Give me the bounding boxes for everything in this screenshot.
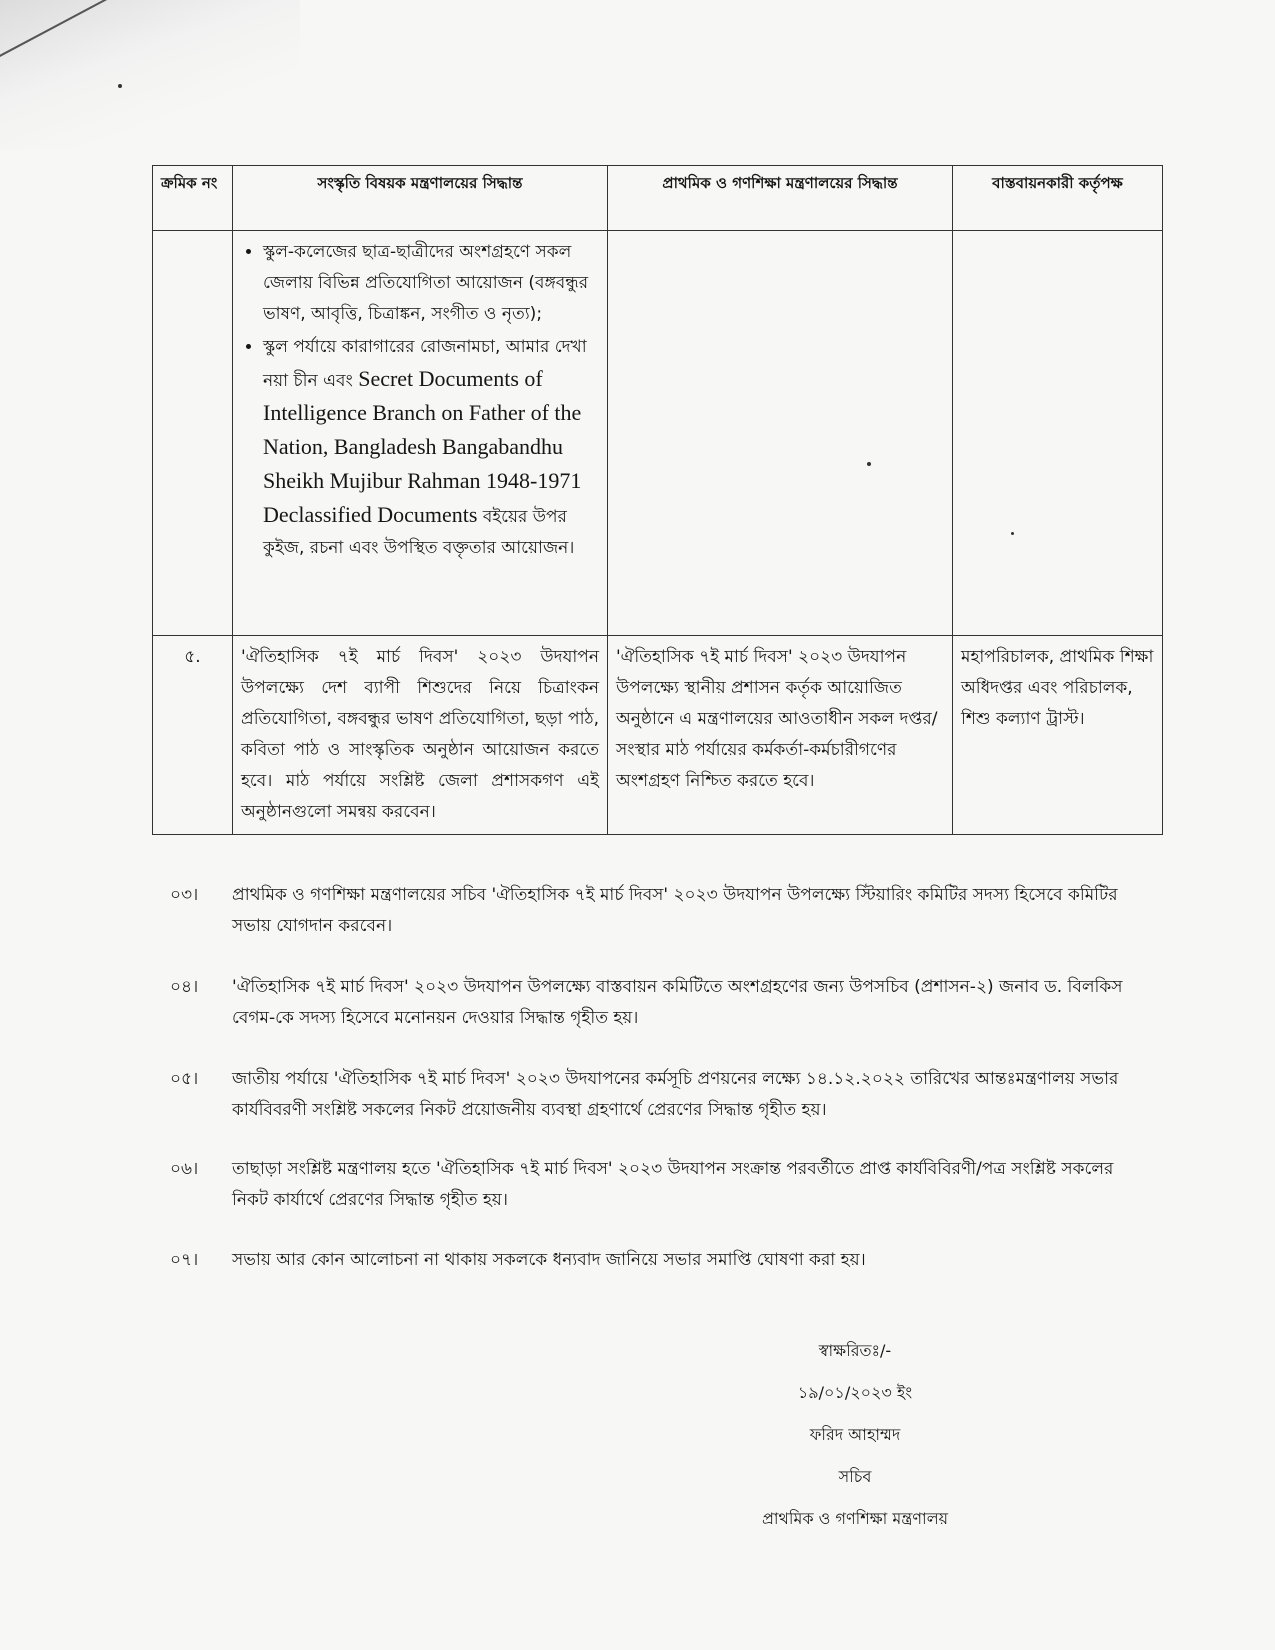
paragraph-04	[170, 972, 1150, 1034]
primary-decision-cell-empty	[608, 231, 953, 636]
implementer-cell-empty	[953, 231, 1163, 636]
list-item	[263, 332, 599, 564]
paragraph-03	[170, 880, 1150, 942]
primary-decision-cell: 'ঐতিহাসিক ৭ই মার্চ দিবস' ২০২৩ উদযাপন উপলক্ষ্যে স্থানীয় প্রশাসন কর্তৃক আয়োজিত অনুষ্ঠানে এ মন্ত্রণালয়ের আওতাধীন সকল দপ্তর/সংস্থার মাঠ পর্যায়ের কর্মকর্তা-কর্মচারীগণের অংশগ্রহণ নিশ্চিত করতে হবে।	[608, 636, 953, 835]
paragraph-number: ০৬।	[170, 1159, 199, 1179]
signature-date: ১৯/০১/২০২৩ ইং	[797, 1383, 913, 1402]
header-primary-decision: প্রাথমিক ও গণশিক্ষা মন্ত্রণালয়ের সিদ্ধান্ত	[608, 166, 953, 231]
header-serial: ক্রমিক নং	[153, 166, 233, 231]
culture-decision-cell	[233, 231, 608, 636]
paragraph-07	[170, 1245, 1150, 1276]
serial-cell: ৫.	[153, 636, 233, 835]
paragraph-text: তাছাড়া সংশ্লিষ্ট মন্ত্রণালয় হতে 'ঐতিহাসিক ৭ই মার্চ দিবস' ২০২৩ উদযাপন সংক্রান্ত পরবর্তীতে প্রাপ্ত কার্যবিবিরণী/পত্র সংশ্লিষ্ট সকলের নিকট কার্যার্থে প্রেরণের সিদ্ধান্ত গৃহীত হয়।	[232, 1159, 1114, 1210]
paragraph-text: সভায় আর কোন আলোচনা না থাকায় সকলকে ধন্যবাদ জানিয়ে সভার সমাপ্তি ঘোষণা করা হয়।	[232, 1250, 866, 1270]
signatory-designation: সচিব	[838, 1467, 872, 1486]
paragraph-06	[170, 1154, 1150, 1216]
implementer-cell: মহাপরিচালক, প্রাথমিক শিক্ষা অধিদপ্তর এবং পরিচালক, শিশু কল্যাণ ট্রাস্ট।	[953, 636, 1163, 835]
signed-mark: স্বাক্ষরিতঃ/-	[818, 1341, 892, 1360]
paragraph-number: ০৪।	[170, 977, 199, 997]
header-implementer: বাস্তবায়নকারী কর্তৃপক্ষ	[953, 166, 1163, 231]
signatory-name: ফরিদ আহাম্মদ	[809, 1425, 901, 1444]
paragraph-text: 'ঐতিহাসিক ৭ই মার্চ দিবস' ২০২৩ উদযাপন উপলক্ষ্যে বাস্তবায়ন কমিটিতে অংশগ্রহণের জন্য উপসচিব (প্রশাসন-২) জনাব ড. বিলকিস বেগম-কে সদস্য হিসেবে মনোনয়ন দেওয়ার সিদ্ধান্ত গৃহীত হয়।	[232, 977, 1123, 1028]
table-row	[153, 231, 1163, 636]
paragraph-number: ০৭।	[170, 1250, 199, 1270]
table-row	[153, 636, 1163, 835]
table-header-row	[153, 166, 1163, 231]
signature-block	[695, 1330, 1015, 1540]
bullet-2-english: Secret Documents of Intelligence Branch on Father of the Nation, Bangladesh Bangabandhu Sheikh Mujibur Rahman 1948-1971 Declassified Documents	[263, 366, 582, 527]
bullet-list	[241, 237, 599, 564]
page-fold-shadow	[0, 0, 300, 150]
paragraph-number: ০৩।	[170, 885, 199, 905]
paragraph-number: ০৫।	[170, 1069, 199, 1089]
culture-decision-cell: 'ঐতিহাসিক ৭ই মার্চ দিবস' ২০২৩ উদযাপন উপলক্ষ্যে দেশ ব্যাপী শিশুদের নিয়ে চিত্রাংকন প্রতিযোগিতা, বঙ্গবন্ধুর ভাষণ প্রতিযোগিতা, ছড়া পাঠ, কবিতা পাঠ ও সাংস্কৃতিক অনুষ্ঠান আয়োজন করতে হবে। মাঠ পর্যায়ে সংশ্লিষ্ট জেলা প্রশাসকগণ এই অনুষ্ঠানগুলো সমন্বয় করবেন।	[233, 636, 608, 835]
paragraph-text: প্রাথমিক ও গণশিক্ষা মন্ত্রণালয়ের সচিব 'ঐতিহাসিক ৭ই মার্চ দিবস' ২০২৩ উদযাপন উপলক্ষ্যে স্টিয়ারিং কমিটির সদস্য হিসেবে কমিটির সভায় যোগদান করবেন।	[232, 885, 1118, 936]
paragraph-text: জাতীয় পর্যায়ে 'ঐতিহাসিক ৭ই মার্চ দিবস' ২০২৩ উদযাপনের কর্মসূচি প্রণয়নের লক্ষ্যে ১৪.১২.২০২২ তারিখের আন্তঃমন্ত্রণালয় সভার কার্যবিবরণী সংশ্লিষ্ট সকলের নিকট প্রয়োজনীয় ব্যবস্থা গ্রহণার্থে প্রেরণের সিদ্ধান্ত গৃহীত হয়।	[232, 1069, 1119, 1120]
signatory-ministry: প্রাথমিক ও গণশিক্ষা মন্ত্রণালয়	[761, 1509, 949, 1528]
bullet-2-prefix: স্কুল পর্যায়ে কারাগারের রোজনামচা, আমার দেখা নয়া চীন এবং	[263, 337, 587, 391]
decision-table	[152, 165, 1163, 835]
scan-speck	[118, 84, 122, 88]
bullet-2-suffix: বইয়ের উপর কুইজ, রচনা এবং উপস্থিত বক্তৃতার আয়োজন।	[263, 507, 575, 558]
header-culture-decision: সংস্কৃতি বিষয়ক মন্ত্রণালয়ের সিদ্ধান্ত	[233, 166, 608, 231]
paragraph-05	[170, 1064, 1150, 1126]
serial-cell-empty	[153, 231, 233, 636]
list-item: • স্কুল-কলেজের ছাত্র-ছাত্রীদের অংশগ্রহণে সকল জেলায় বিভিন্ন প্রতিযোগিতা আয়োজন (বঙ্গবন্ধুর ভাষণ, আবৃত্তি, চিত্রাঙ্কন, সংগীত ও নৃত্য);	[263, 237, 599, 330]
